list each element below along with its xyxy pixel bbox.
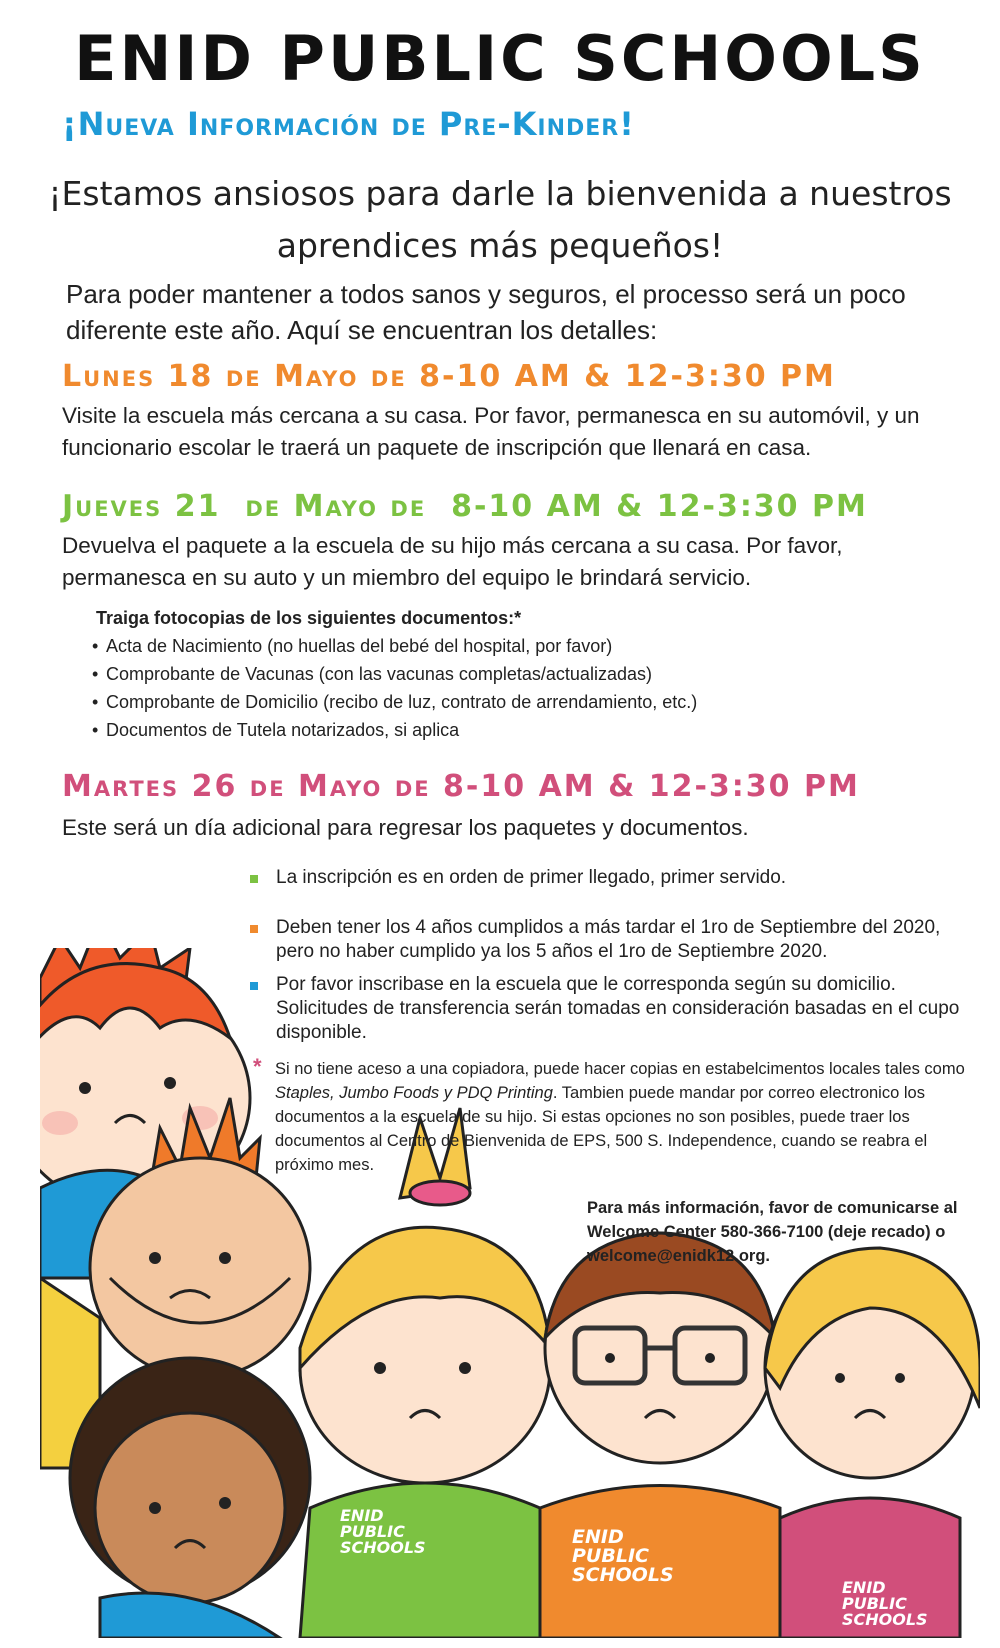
info-bullet [250,916,970,964]
monday-heading: Lunes 18 de Mayo de 8-10 AM & 12-3:30 PM [62,359,836,394]
note-stores: Staples, Jumbo Foods y PDQ Printing [275,1084,553,1102]
monday-text: Visite la escuela más cercana a su casa. Por favor, permanesca en su automóvil, y un funcionario escolar le traerá un paquete de inscripción que llenará en casa. [62,403,920,460]
info-bullet [250,973,970,1045]
documents-title: Traiga fotocopias de los siguientes documentos:* [96,608,522,628]
shirt-logo-line-3: SCHOOLS [572,1564,674,1586]
welcome-message [40,168,960,272]
tuesday-text: Este será un día adicional para regresar los paquetes y documentos. [62,815,749,840]
shirt-logo-orange [572,1528,674,1585]
welcome-line-1: ¡Estamos ansiosos para darle la bienvenida a nuestros [48,174,952,213]
shirt-logo-line-1: ENID [340,1506,384,1525]
shirt-logo-line-3: SCHOOLS [340,1538,426,1557]
document-item-text: Comprobante de Vacunas (con las vacunas completas/actualizadas) [106,664,652,684]
intro-paragraph: Para poder mantener a todos sanos y seguros, el processo será un poco diferente este año. Aquí se encuentran los detalles: [66,279,906,345]
document-item-text: Acta de Nacimiento (no huellas del bebé del hospital, por favor) [106,636,613,656]
thursday-heading: Jueves 21 de Mayo de 8-10 AM & 12-3:30 PM [62,489,868,524]
documents-list [92,604,697,744]
note-text-end: . Tambien puede mandar por correo electronico los documentos a la escuela de su hijo. Si estas opciones no son posibles, puede traer los documentos al Centro de Bienvenida de EPS, 500 S. Independence, cuando se reabra el próximo mes. [275,1084,928,1174]
document-item-text: Documentos de Tutela notarizados, si aplica [106,720,460,740]
info-bullet [250,866,970,890]
list-item: • Comprobante de Domicilio (recibo de luz, contrato de arrendamiento, etc.) [92,692,698,712]
copy-note [253,1054,975,1177]
shirt-logo-line-2: PUBLIC [572,1545,649,1567]
shirt-logo-line-3: SCHOOLS [842,1610,928,1629]
tuesday-heading: Martes 26 de Mayo de 8-10 AM & 12-3:30 PM [62,769,860,804]
shirt-logo-green [340,1508,426,1556]
bullet-text: La inscripción es en orden de primer llegado, primer servido. [276,867,787,888]
kid-curly-hair [70,1358,310,1638]
kid-blonde-girl [300,1108,560,1638]
children-illustration [40,948,980,1638]
bullet-text: Deben tener los 4 años cumplidos a más tardar el 1ro de Septiembre del 2020, pero no haber cumplido ya los 5 años el 1ro de Septiembre 2020. [276,917,941,962]
bullet-text: Por favor inscribase en la escuela que le corresponda según su domicilio. Solicitudes de transferencia serán tomadas en consideración basadas en el cupo disponible. [276,974,960,1043]
shirt-logo-line-2: PUBLIC [340,1522,405,1541]
shirt-logo-line-1: ENID [842,1578,886,1597]
orange-square-icon [250,925,258,933]
welcome-line-2: aprendices más pequeños! [276,226,724,265]
asterisk-icon: * [253,1054,262,1079]
thursday-text: Devuelva el paquete a la escuela de su hijo más cercana a su casa. Por favor, permanesca en su auto y un miembro del equipo le brindará servicio. [62,533,843,590]
list-item: • Comprobante de Vacunas (con las vacunas completas/actualizadas) [92,664,652,684]
list-item: • Documentos de Tutela notarizados, si aplica [92,720,460,740]
shirt-logo-line-1: ENID [572,1526,624,1548]
blue-square-icon [250,982,258,990]
shirt-logo-pink [842,1580,928,1628]
page-title: ENID PUBLIC SCHOOLS [74,22,926,95]
green-square-icon [250,875,258,883]
document-item-text: Comprobante de Domicilio (recibo de luz, contrato de arrendamiento, etc.) [106,692,698,712]
list-item: • Acta de Nacimiento (no huellas del bebé del hospital, por favor) [92,636,613,656]
contact-info: Para más información, favor de comunicarse al Welcome Center 580-366-7100 (deje recado) o welcome@enidk12.org. [587,1199,958,1265]
note-text: Si no tiene aceso a una copiadora, puede hacer copias en estabelcimentos locales tales como [275,1060,965,1078]
page-subtitle: ¡Nueva Información de Pre-Kinder! [62,105,635,143]
shirt-logo-line-2: PUBLIC [842,1594,907,1613]
